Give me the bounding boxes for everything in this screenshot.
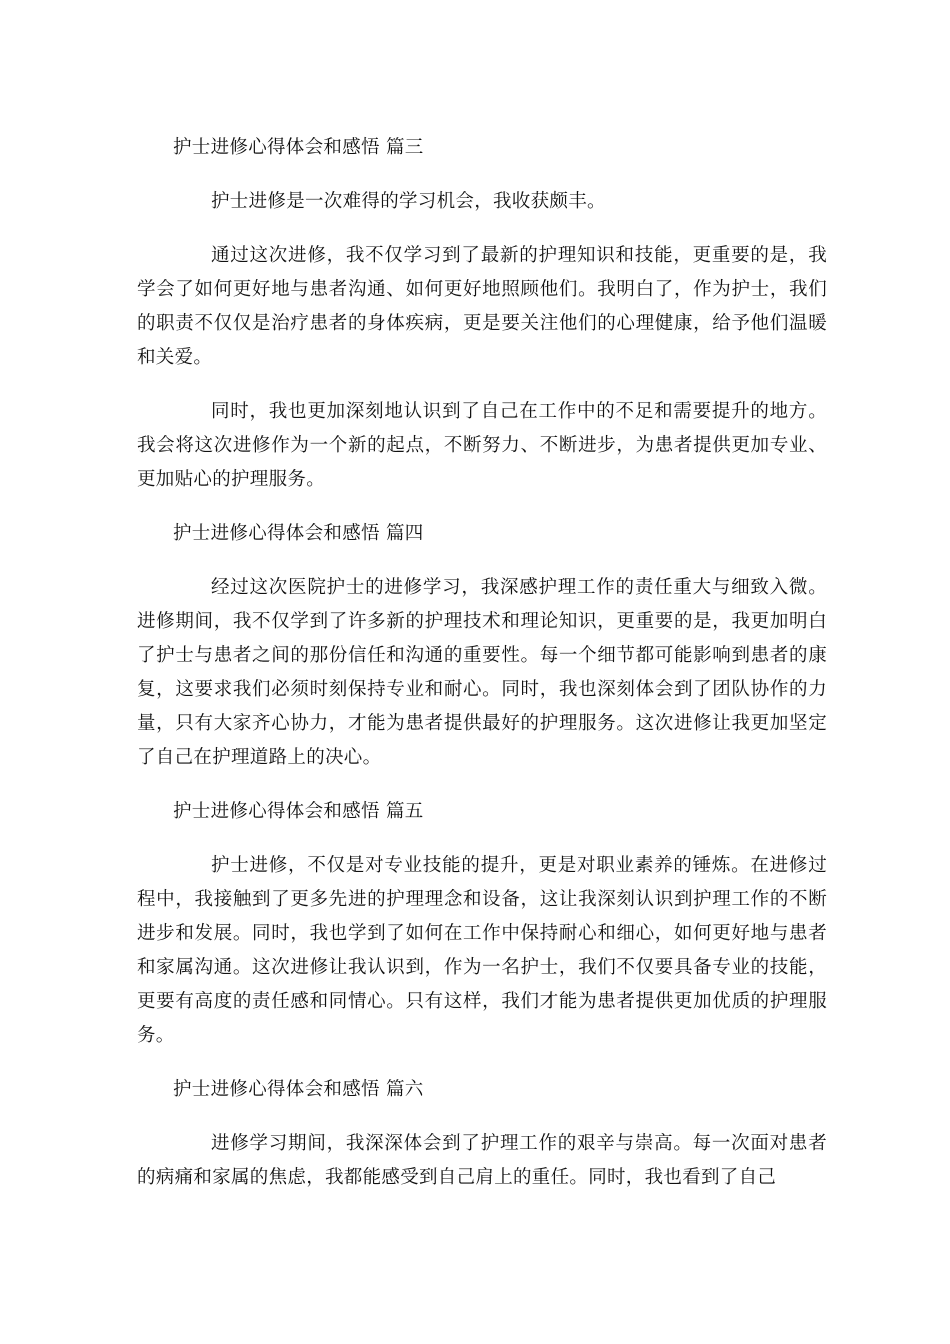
paragraph: 护士进修，不仅是对专业技能的提升，更是对职业素养的锤炼。在进修过程中，我接触到了更多先进的护理理念和设备，这让我深刻认识到护理工作的不断进步和发展。同时，我也学到了如何在工作中保持耐心和细心，如何更好地与患者和家属沟通。这次进修让我认识到，作为一名护士，我们不仅要具备专业的技能，更要有高度的责任感和同情心。只有这样，我们才能为患者提供更加优质的护理服务。 (137, 855, 827, 1046)
paragraph: 同时，我也更加深刻地认识到了自己在工作中的不足和需要提升的地方。我会将这次进修作为一个新的起点，不断努力、不断进步，为患者提供更加专业、更加贴心的护理服务。 (137, 401, 827, 490)
section-heading: 护士进修心得体会和感悟 篇六 (173, 1079, 424, 1100)
section-heading: 护士进修心得体会和感悟 篇四 (173, 523, 424, 544)
section-heading: 护士进修心得体会和感悟 篇三 (173, 137, 424, 158)
section-4 (137, 517, 827, 775)
paragraph: 进修学习期间，我深深体会到了护理工作的艰辛与崇高。每一次面对患者的病痛和家属的焦虑，我都能感受到自己肩上的重任。同时，我也看到了自己 (137, 1133, 827, 1188)
document-page (137, 131, 827, 1215)
section-heading: 护士进修心得体会和感悟 篇五 (173, 801, 424, 822)
paragraph: 通过这次进修，我不仅学习到了最新的护理知识和技能，更重要的是，我学会了如何更好地与患者沟通、如何更好地照顾他们。我明白了，作为护士，我们的职责不仅仅是治疗患者的身体疾病，更是要关注他们的心理健康，给予他们温暖和关爱。 (137, 245, 827, 368)
section-6 (137, 1073, 827, 1195)
section-3 (137, 131, 827, 497)
paragraph: 护士进修是一次难得的学习机会，我收获颇丰。 (211, 191, 606, 212)
section-5 (137, 795, 827, 1053)
paragraph: 经过这次医院护士的进修学习，我深感护理工作的责任重大与细致入微。进修期间，我不仅学到了许多新的护理技术和理论知识，更重要的是，我更加明白了护士与患者之间的那份信任和沟通的重要性。每一个细节都可能影响到患者的康复，这要求我们必须时刻保持专业和耐心。同时，我也深刻体会到了团队协作的力量，只有大家齐心协力，才能为患者提供最好的护理服务。这次进修让我更加坚定了自己在护理道路上的决心。 (137, 577, 827, 768)
